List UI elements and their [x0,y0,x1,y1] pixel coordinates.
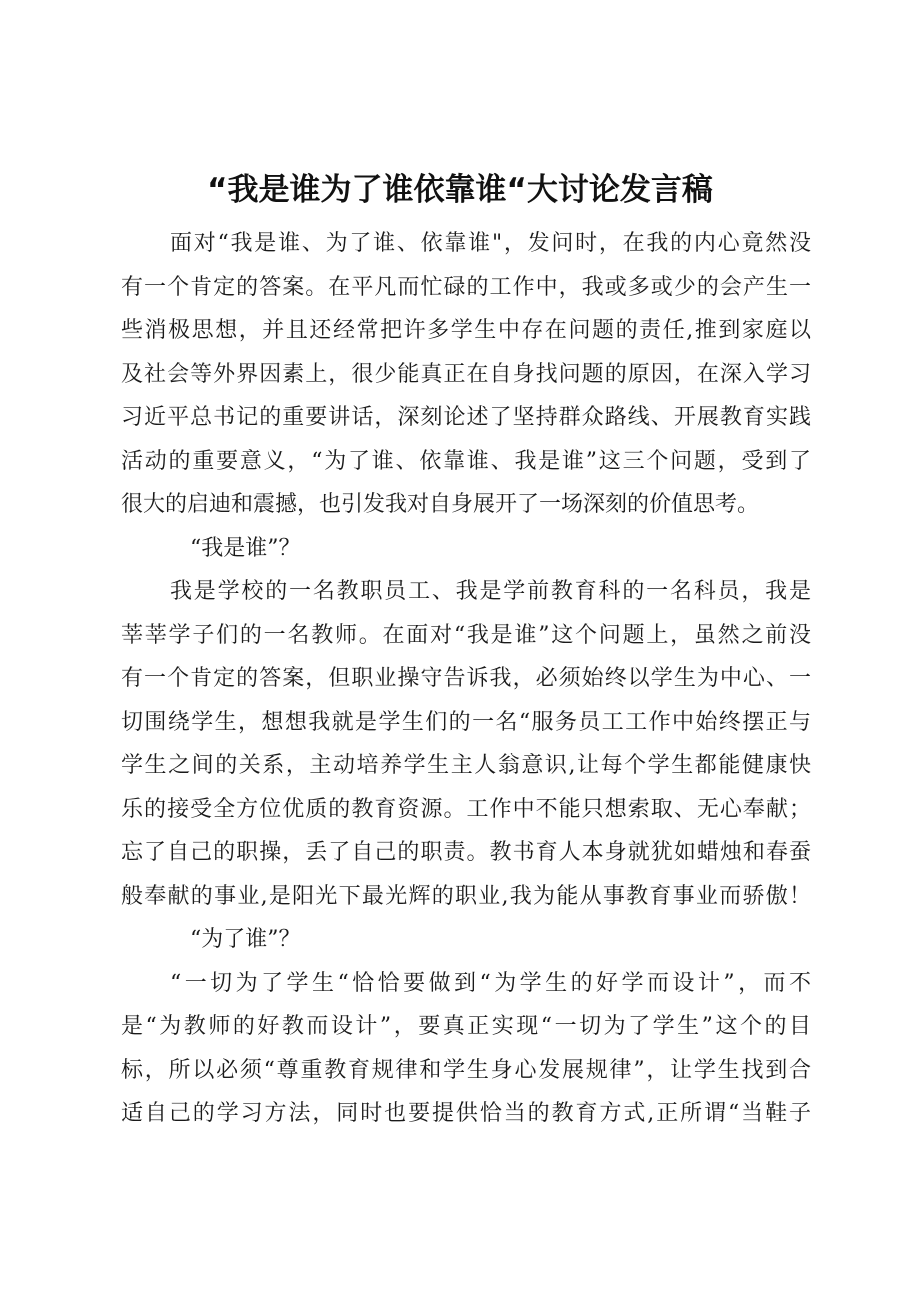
section-heading: “为了谁”？ [190,927,301,952]
paragraph-line: 有一个肯定的答案。在平凡而忙碌的工作中，我或多或少的会产生一 [121,274,811,300]
paragraph-line: 标，所以必须“尊重教育规律和学生身心发展规律”，让学生找到合 [121,1057,811,1083]
paragraph-who-am-i [121,570,811,918]
section-heading: “我是谁”？ [190,535,301,561]
paragraph-line: “一切为了学生“恰恰要做到“为学生的好学而设计”，而不 [170,970,811,996]
paragraph-line: 很大的启迪和震撼，也引发我对自身展开了一场深刻的价值思考。 [121,492,760,517]
paragraph-line: 乐的接受全方位优质的教育资源。工作中不能只想索取、无心奉献； [121,796,811,822]
document-title: “我是谁为了谁依靠谁“大讨论发言稿 [207,172,713,208]
paragraph-line: 适自己的学习方法，同时也要提供恰当的教育方式,正所谓“当鞋子 [121,1101,811,1126]
paragraph-line: 我是学校的一名教职员工、我是学前教育科的一名科员，我是 [170,579,811,604]
paragraph-line: 活动的重要意义，“为了谁、依靠谁、我是谁”这三个问题，受到了 [121,448,811,474]
paragraph-intro [121,222,811,527]
paragraph-line: 些消极思想，并且还经常把许多学生中存在问题的责任,推到家庭以 [121,318,811,343]
paragraph-line: 是“为教师的好教而设计”，要真正实现“一切为了学生”这个的目 [121,1014,811,1039]
document-body [121,222,811,1136]
paragraph-line: 莘莘学子们的一名教师。在面对“我是谁”这个问题上，虽然之前没 [121,622,811,648]
paragraph-line: 切围绕学生，想想我就是学生们的一名“服务员工工作中始终摆正与 [121,709,811,735]
paragraph-line: 有一个肯定的答案，但职业操守告诉我，必须始终以学生为中心、一 [121,666,811,691]
paragraph-line: 及社会等外界因素上，很少能真正在自身找问题的原因，在深入学习 [121,361,811,387]
paragraph-line: 面对“我是谁、为了谁、依靠谁"，发问时，在我的内心竟然没 [170,231,811,256]
paragraph-line: 般奉献的事业,是阳光下最光辉的职业,我为能从事教育事业而骄傲！ [121,883,811,909]
section-heading-for-whom [121,918,811,962]
paragraph-line: 忘了自己的职操，丢了自己的职责。教书育人本身就犹如蜡烛和春蚕 [121,840,811,865]
paragraph-line: 学生之间的关系，主动培养学生主人翁意识,让每个学生都能健康快 [121,753,811,778]
section-heading-who-am-i [121,527,811,571]
paragraph-line: 习近平总书记的重要讲话，深刻论述了坚持群众路线、开展教育实践 [121,405,811,430]
paragraph-for-whom [121,962,811,1136]
